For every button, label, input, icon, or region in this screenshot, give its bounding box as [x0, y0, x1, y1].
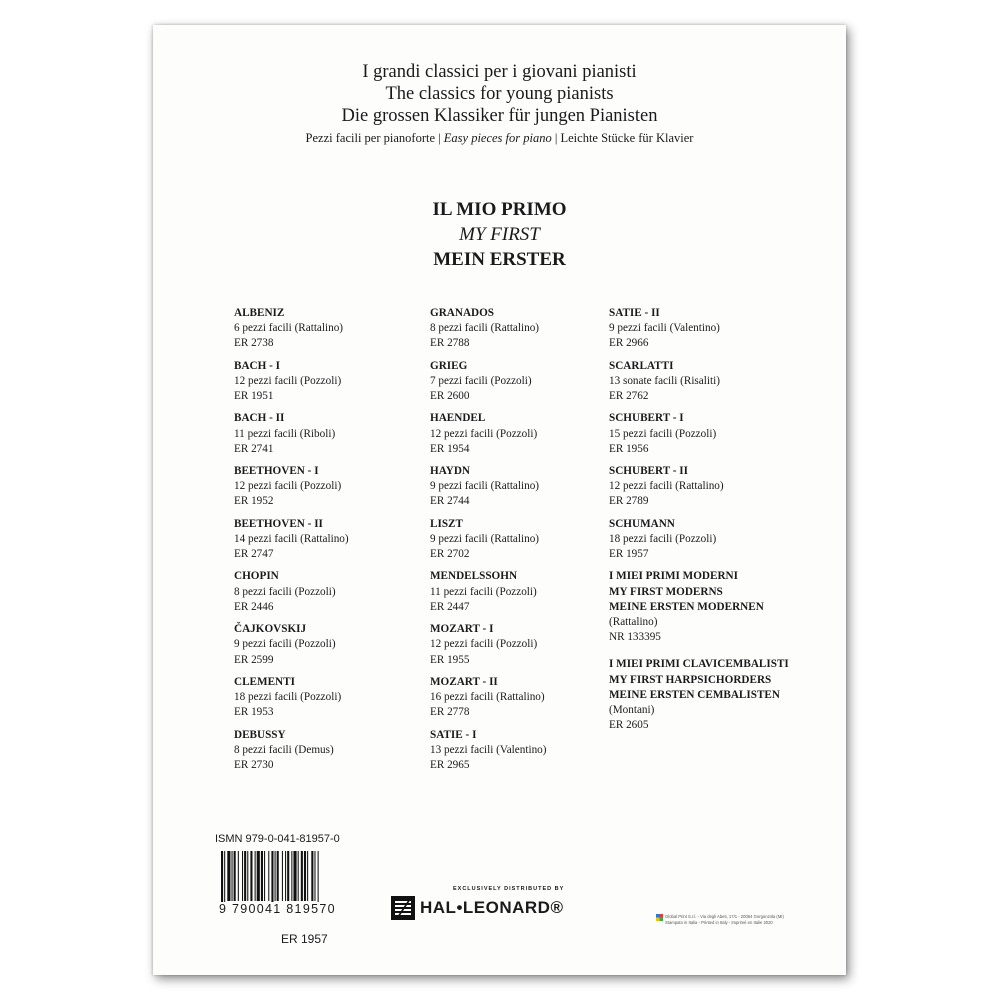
entry-description: 12 pezzi facili (Pozzoli): [430, 638, 538, 651]
catalog-entry: [609, 359, 824, 412]
catalog-entry: [609, 306, 824, 359]
catalog-entry: [234, 675, 434, 728]
entry-title: CHOPIN: [234, 570, 279, 583]
entry-code: ER 1952: [234, 495, 274, 508]
entry-title: BEETHOVEN - II: [234, 517, 323, 530]
catalog-entry-harpsichorders: [609, 657, 824, 733]
catalog-entry: [430, 569, 630, 622]
entry-code: ER 2788: [430, 337, 470, 350]
entry-code: ER 2741: [234, 442, 274, 455]
catalog-entry: [430, 359, 630, 412]
publisher-name: HAL•LEONARD®: [420, 898, 564, 917]
subtitle-sep: |: [551, 131, 561, 145]
entry-code: ER 2789: [609, 495, 649, 508]
entry-code: ER 2966: [609, 337, 649, 350]
entry-description: 12 pezzi facili (Pozzoli): [430, 427, 538, 440]
entry-title: SCHUBERT - II: [609, 465, 688, 478]
heading-en: MY FIRST: [459, 224, 540, 245]
entry-title: MOZART - II: [430, 675, 498, 688]
entry-code: ER 2762: [609, 390, 649, 403]
subtitle-en: Easy pieces for piano: [443, 131, 552, 145]
catalog-entry: [430, 306, 630, 359]
collection-heading: [153, 197, 846, 272]
entry-title: CLEMENTI: [234, 675, 295, 688]
catalog-entry: [430, 675, 630, 728]
entry-description: 14 pezzi facili (Rattalino): [234, 532, 349, 545]
catalog-entry: [609, 464, 824, 517]
entry-code: ER 2702: [430, 548, 470, 561]
entry-title: SCHUBERT - I: [609, 412, 684, 425]
entry-title: HAENDEL: [430, 412, 486, 425]
entry-description: 9 pezzi facili (Valentino): [609, 322, 720, 335]
catalog-entry: [430, 728, 630, 781]
barcode-digits: 9 790041 819570: [217, 902, 369, 916]
printer-address: Global Print S.r.l. - Via degli Abeti, 17/1 - 20064 Gorgonzola (MI): [665, 914, 784, 919]
entry-title: ČAJKOVSKIJ: [234, 623, 307, 636]
catalog-entry: [430, 464, 630, 517]
entry-code: ER 2730: [234, 758, 274, 771]
catalog-entry: [234, 569, 434, 622]
entry-title: BACH - I: [234, 359, 280, 372]
entry-title: MEINE ERSTEN MODERNEN: [609, 600, 764, 613]
subtitle-de: Leichte Stücke für Klavier: [560, 131, 694, 145]
entry-description: 9 pezzi facili (Rattalino): [430, 532, 540, 545]
entry-title: MOZART - I: [430, 623, 494, 636]
entry-code: ER 1957: [609, 548, 649, 561]
entry-title: ALBENIZ: [234, 307, 285, 319]
entry-description: 8 pezzi facili (Rattalino): [430, 322, 540, 335]
entry-description: 18 pezzi facili (Pozzoli): [609, 532, 717, 545]
entry-code: ER 2446: [234, 600, 274, 613]
entry-code: ER 1951: [234, 390, 274, 403]
entry-description: 11 pezzi facili (Riboli): [234, 427, 336, 440]
heading-de: MEIN ERSTER: [433, 249, 566, 270]
catalog-entry: [609, 411, 824, 464]
catalog-entry: [234, 622, 434, 675]
catalog-entry: [234, 306, 434, 359]
entry-title: SCHUMANN: [609, 517, 675, 530]
entry-description: (Rattalino): [609, 616, 658, 629]
entry-code: ER 1953: [234, 706, 274, 719]
catalog-entry: [234, 517, 434, 570]
catalog-column-1: [234, 306, 434, 780]
entry-title: GRANADOS: [430, 307, 495, 319]
entry-title: I MIEI PRIMI MODERNI: [609, 570, 738, 583]
catalog-column-3: [609, 306, 824, 745]
entry-title: LISZT: [430, 517, 463, 530]
entry-title: SATIE - II: [609, 307, 660, 319]
entry-title: MENDELSSOHN: [430, 570, 518, 583]
series-subtitle: [153, 130, 846, 146]
entry-code: ER 1954: [430, 442, 470, 455]
entry-title: I MIEI PRIMI CLAVICEMBALISTI: [609, 658, 789, 671]
entry-code: NR 133395: [609, 631, 661, 644]
catalog-column-2: [430, 306, 630, 780]
entry-description: 15 pezzi facili (Pozzoli): [609, 427, 717, 440]
entry-description: 8 pezzi facili (Pozzoli): [234, 585, 336, 598]
entry-title: BACH - II: [234, 412, 285, 425]
catalog-entry: [609, 517, 824, 570]
entry-code: ER 2600: [430, 390, 470, 403]
entry-code: ER 2605: [609, 719, 649, 732]
entry-description: 6 pezzi facili (Rattalino): [234, 322, 344, 335]
entry-code: ER 1955: [430, 653, 470, 666]
catalog-entry: [234, 359, 434, 412]
entry-title: HAYDN: [430, 465, 470, 478]
entry-description: 18 pezzi facili (Pozzoli): [234, 691, 342, 704]
entry-title: GRIEG: [430, 359, 468, 372]
printer-country: Stampato in Italia - Printed in Italy - Imprimé en Italie 2020: [665, 919, 773, 925]
catalog-entry: [430, 622, 630, 675]
entry-code: ER 1956: [609, 442, 649, 455]
entry-description: 9 pezzi facili (Rattalino): [430, 480, 540, 493]
heading-it: IL MIO PRIMO: [432, 199, 567, 220]
subtitle-it: Pezzi facili per pianoforte: [305, 131, 435, 145]
entry-description: (Montani): [609, 704, 655, 717]
entry-code: ER 2599: [234, 653, 274, 666]
catalog-entry: [234, 464, 434, 517]
distributor-label: EXCLUSIVELY DISTRIBUTED BY: [453, 886, 565, 892]
entry-title: SATIE - I: [430, 728, 477, 741]
entry-title: MY FIRST MODERNS: [609, 585, 723, 598]
entry-description: 13 sonate facili (Risaliti): [609, 374, 720, 387]
entry-title: MY FIRST HARPSICHORDERS: [609, 673, 772, 686]
entry-code: ER 2447: [430, 600, 470, 613]
entry-description: 16 pezzi facili (Rattalino): [430, 691, 545, 704]
series-title-de: Die grossen Klassiker für jungen Pianisten: [341, 106, 658, 126]
entry-title: BEETHOVEN - I: [234, 465, 319, 478]
entry-description: 8 pezzi facili (Demus): [234, 743, 334, 756]
subtitle-sep: |: [435, 131, 444, 145]
entry-title: MEINE ERSTEN CEMBALISTEN: [609, 688, 780, 701]
catalog-number: ER 1957: [281, 932, 328, 946]
entry-title: SCARLATTI: [609, 359, 674, 372]
entry-description: 12 pezzi facili (Rattalino): [609, 480, 724, 493]
series-title-it: I grandi classici per i giovani pianisti: [362, 62, 637, 82]
entry-description: 12 pezzi facili (Pozzoli): [234, 480, 342, 493]
series-title: [153, 61, 846, 146]
hal-leonard-logo: [391, 896, 563, 920]
catalog-entry: [234, 728, 434, 781]
entry-code: ER 2747: [234, 548, 274, 561]
catalog-entry: [430, 517, 630, 570]
ismn-number: ISMN 979-0-041-81957-0: [215, 833, 340, 845]
entry-description: 12 pezzi facili (Pozzoli): [234, 374, 342, 387]
series-title-en: The classics for young pianists: [385, 84, 614, 104]
printer-info: [665, 914, 835, 925]
entry-description: 11 pezzi facili (Pozzoli): [430, 585, 537, 598]
entry-description: 7 pezzi facili (Pozzoli): [430, 374, 532, 387]
catalog-entry: [234, 411, 434, 464]
back-cover: [153, 25, 846, 975]
entry-code: ER 2744: [430, 495, 470, 508]
entry-description: 13 pezzi facili (Valentino): [430, 743, 547, 756]
entry-code: ER 2738: [234, 337, 274, 350]
printer-logo-icon: [656, 914, 663, 921]
entry-description: 9 pezzi facili (Pozzoli): [234, 638, 336, 651]
entry-code: ER 2778: [430, 706, 470, 719]
catalog-entry: [430, 411, 630, 464]
catalog-entry-moderns: [609, 569, 824, 645]
hal-leonard-icon: [391, 896, 415, 920]
entry-title: DEBUSSY: [234, 728, 286, 741]
entry-code: ER 2965: [430, 758, 470, 771]
